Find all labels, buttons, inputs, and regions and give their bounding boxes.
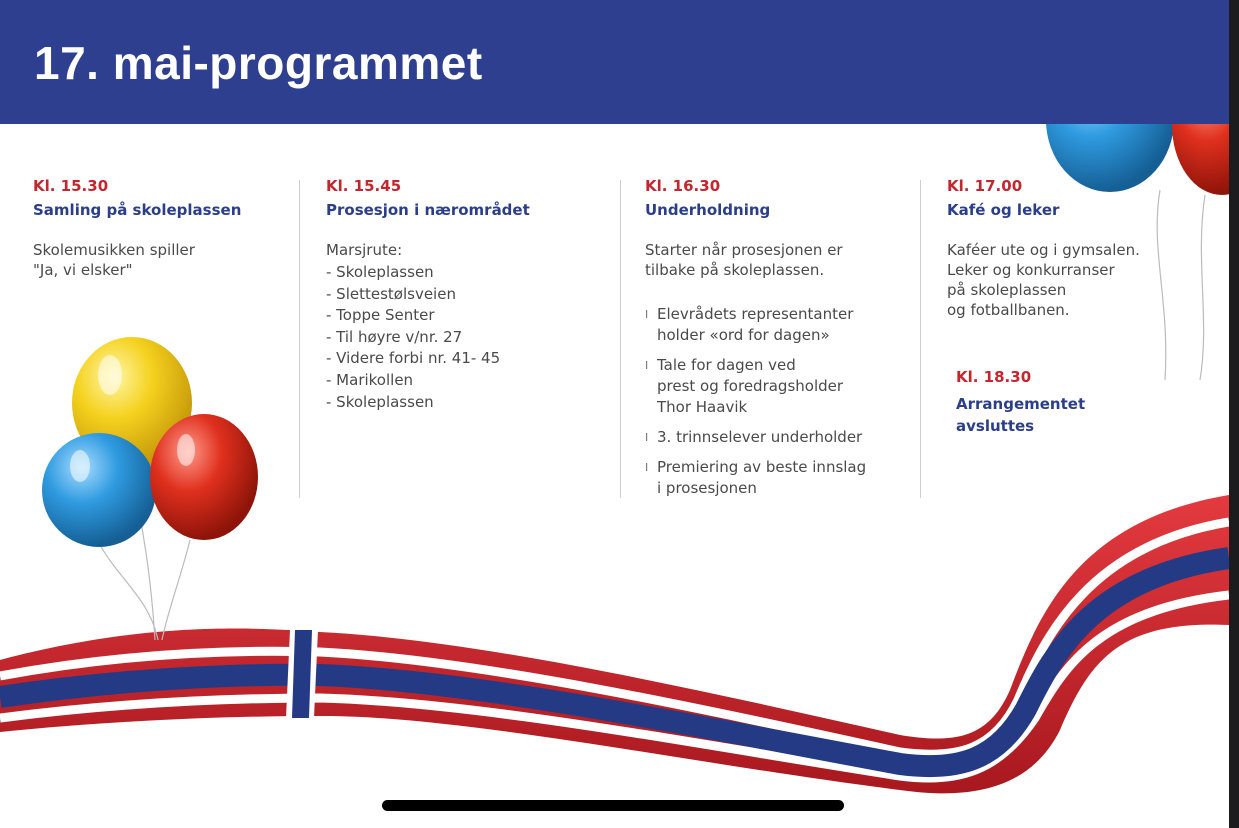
route-list (326, 262, 606, 413)
route-stop: - Marikollen (326, 370, 414, 389)
description-line: Leker og konkurranser (947, 261, 1115, 279)
description-line: og fotballbanen. (947, 301, 1070, 319)
bullet-item (645, 427, 925, 448)
description-line: Skolemusikken spiller (33, 241, 195, 259)
column-divider (299, 180, 300, 498)
route-stop: - Skoleplassen (326, 263, 434, 281)
program-item-1530 (33, 176, 313, 280)
bullet-line: Elevrådets representanter (657, 305, 854, 323)
item-time: Kl. 16.30 (645, 177, 721, 195)
item-heading (956, 393, 1176, 437)
program-item-1630 (645, 176, 925, 499)
norwegian-flag-ribbon (0, 495, 1229, 793)
bullet-line: Tale for dagen ved (657, 356, 796, 374)
screen-edge (1229, 0, 1239, 828)
bullet-item (645, 355, 925, 418)
item-time: Kl. 18.30 (956, 368, 1032, 386)
bullet-marker: I (645, 461, 649, 474)
bullet-line: Premiering av beste innslag (657, 458, 867, 476)
item-time: Kl. 15.45 (326, 177, 402, 195)
description-line: Kaféer ute og i gymsalen. (947, 241, 1140, 259)
route-stop: - Skoleplassen (326, 392, 434, 411)
route-stop: - Til høyre v/nr. 27 (326, 327, 463, 346)
home-indicator[interactable] (382, 800, 844, 811)
item-time: Kl. 17.00 (947, 177, 1023, 195)
bullet-line: Thor Haavik (657, 398, 748, 416)
item-description (947, 240, 1187, 320)
description-line: "Ja, vi elsker" (33, 261, 133, 279)
bullet-item (645, 304, 925, 346)
header-bar (0, 0, 1229, 124)
route-stop: - Toppe Senter (326, 306, 435, 325)
item-time: Kl. 15.30 (33, 177, 109, 195)
item-description (645, 240, 925, 280)
bullet-marker: I (645, 308, 649, 321)
program-item-1830 (956, 367, 1176, 437)
bullet-line: 3. trinnselever underholder (657, 428, 863, 446)
bullet-line: prest og foredragsholder (657, 377, 844, 395)
description-line: Starter når prosesjonen er (645, 241, 843, 259)
description-line: tilbake på skoleplassen. (645, 261, 825, 279)
column-divider (920, 180, 921, 498)
program-item-1545 (326, 176, 606, 413)
route-intro: Marsjrute: (326, 241, 403, 259)
item-description (33, 240, 313, 280)
bullet-marker: I (645, 359, 649, 372)
description-line: på skoleplassen (947, 281, 1067, 299)
bullet-marker: I (645, 431, 649, 444)
route-stop: - Videre forbi nr. 41- 45 (326, 349, 501, 368)
item-heading: Kafé og leker (947, 201, 1060, 219)
item-heading: Underholdning (645, 201, 771, 219)
page-title: 17. mai-programmet (34, 37, 483, 89)
program-item-1700 (947, 176, 1187, 320)
route-stop: - Slettestølsveien (326, 284, 456, 303)
column-divider (620, 180, 621, 498)
bullet-item (645, 457, 925, 499)
item-heading: Samling på skoleplassen (33, 201, 242, 219)
balloons-left (42, 337, 258, 640)
bullet-line: i prosesjonen (657, 479, 757, 497)
bullet-line: holder «ord for dagen» (657, 326, 830, 344)
heading-line: avsluttes (956, 417, 1035, 435)
item-heading: Prosesjon i nærområdet (326, 201, 530, 219)
heading-line: Arrangementet (956, 395, 1086, 413)
